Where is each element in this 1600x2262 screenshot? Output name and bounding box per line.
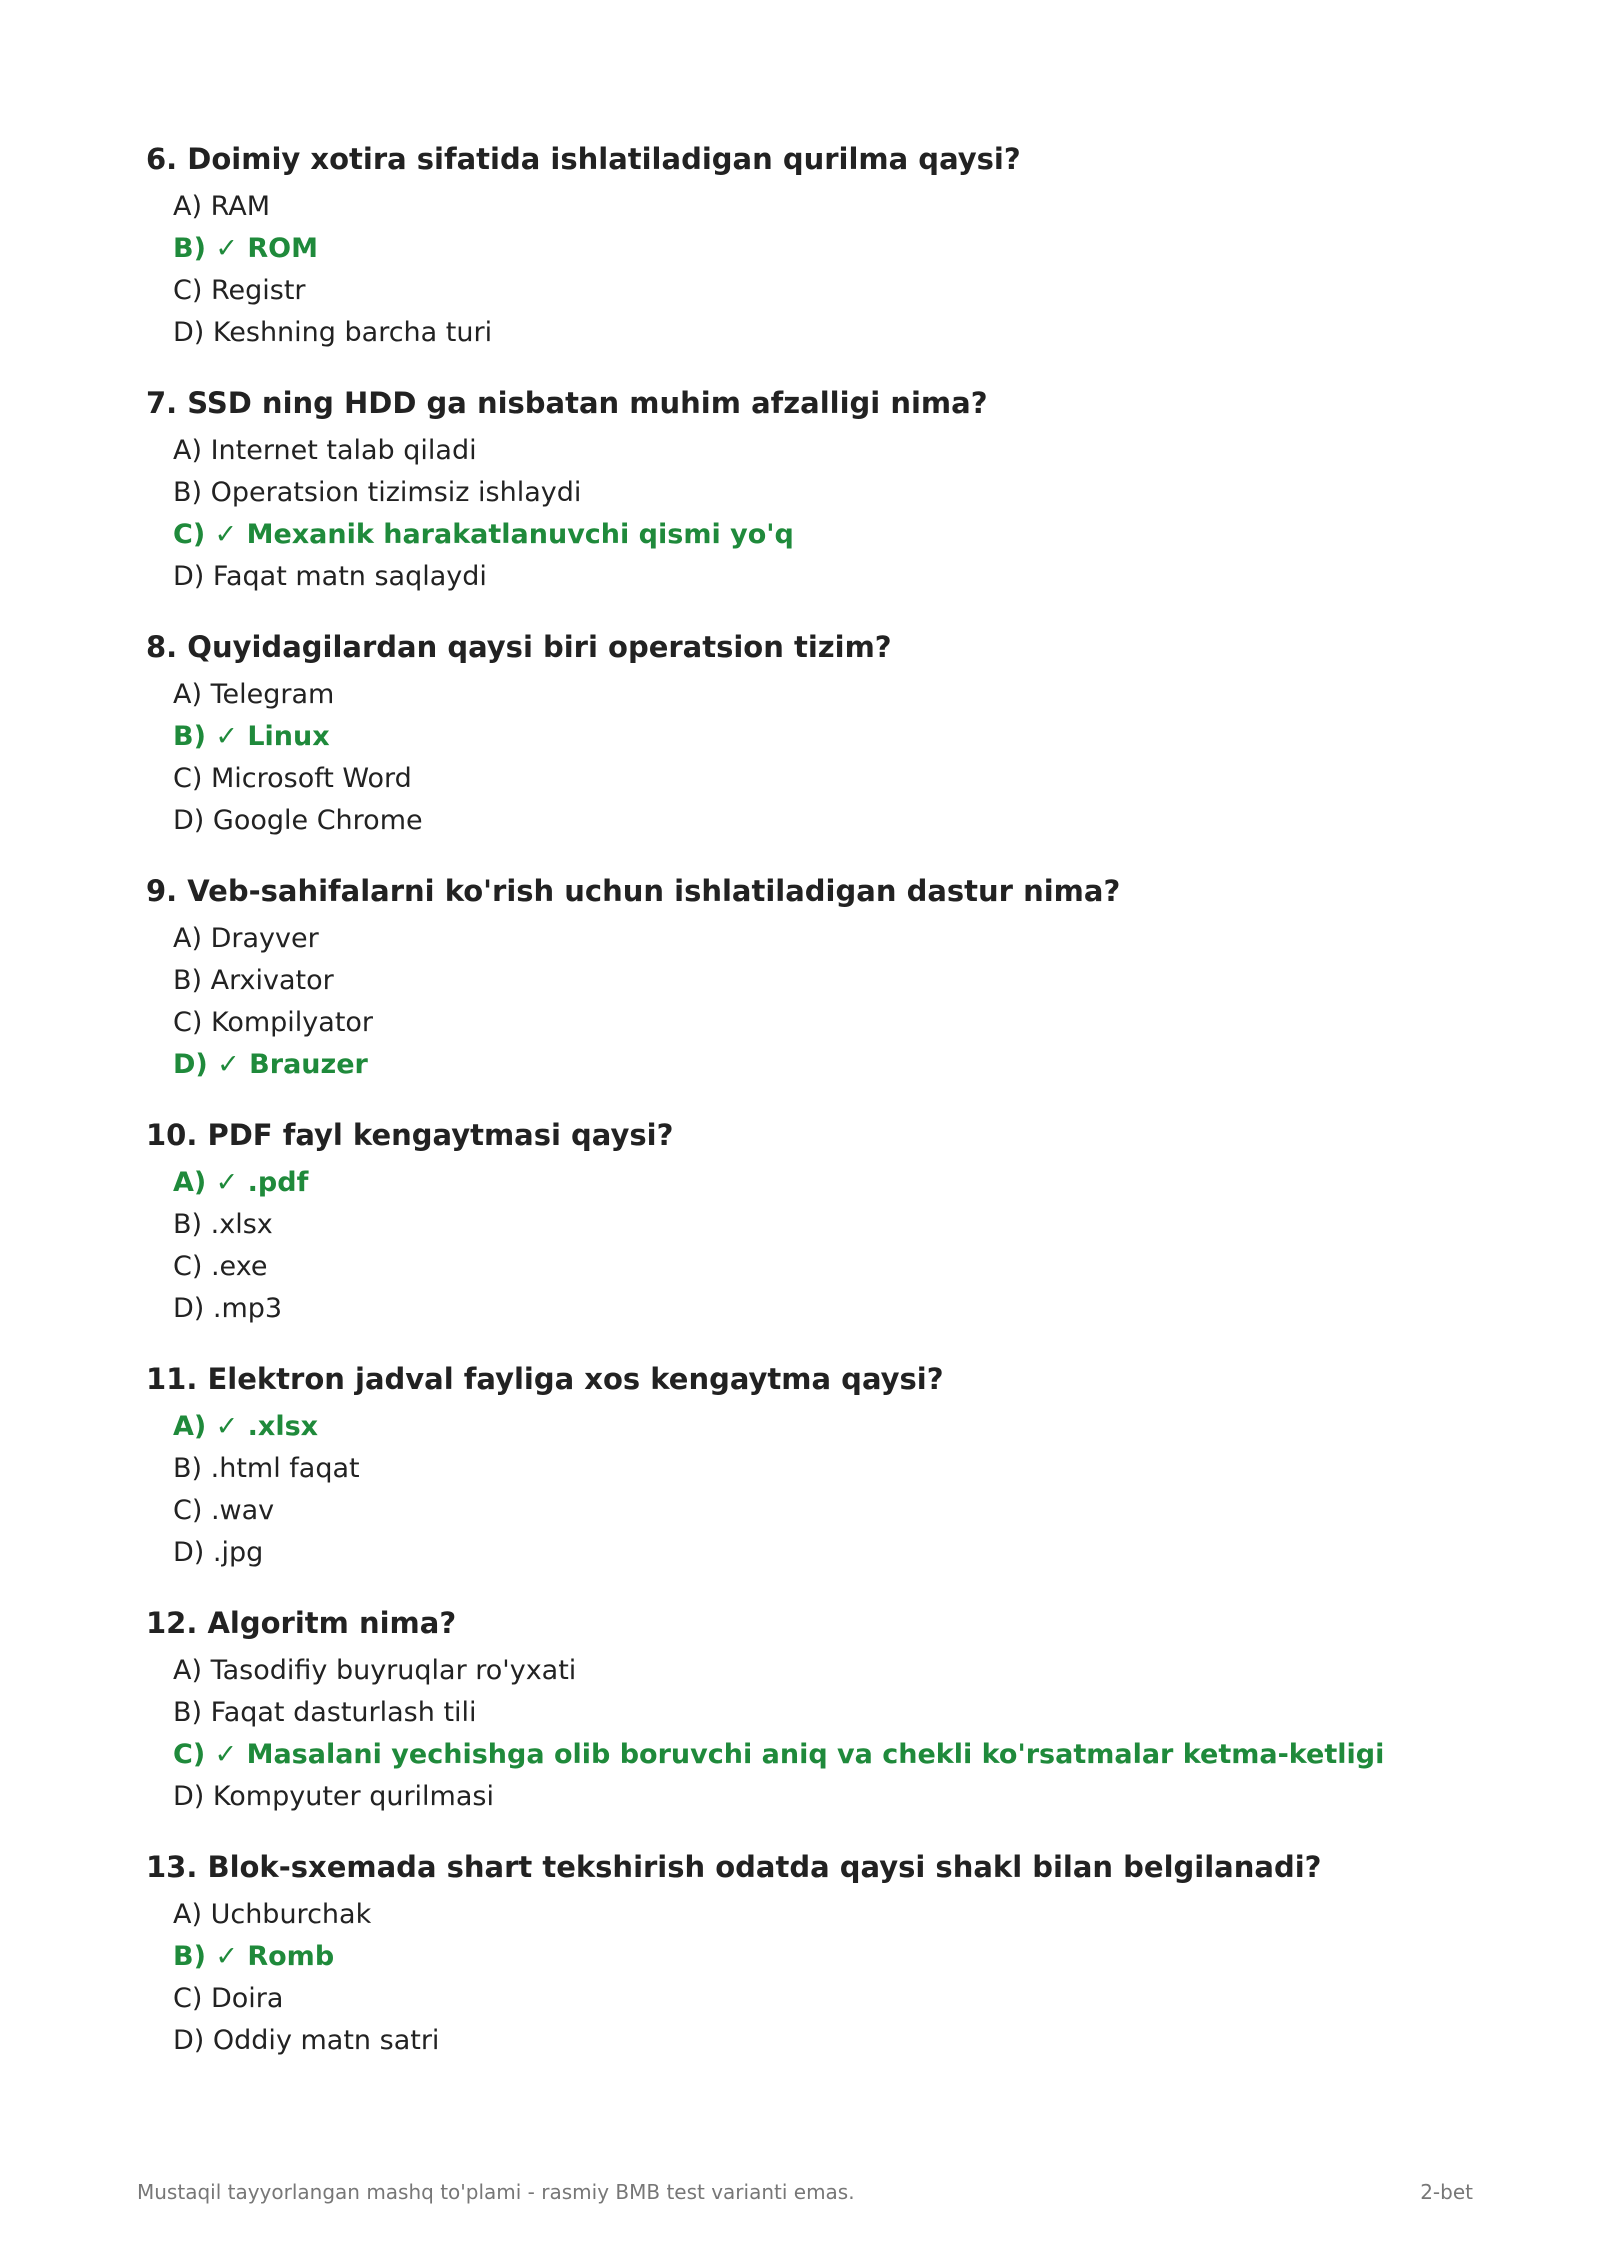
option-d: D) Faqat matn saqlaydi [173, 561, 487, 592]
question-7 [146, 384, 1486, 598]
option-b: B) Arxivator [173, 965, 334, 996]
footer-note: Mustaqil tayyorlangan mashq to'plami - rasmiy BMB test varianti emas. [137, 2180, 855, 2204]
question-title: 6. Doimiy xotira sifatida ishlatiladigan qurilma qaysi? [146, 142, 1021, 176]
question-9 [146, 872, 1486, 1086]
option-c: C) .wav [173, 1495, 275, 1526]
option-a: A) Telegram [173, 679, 335, 710]
question-title: 13. Blok-sxemada shart tekshirish odatda qaysi shakl bilan belgilanadi? [146, 1850, 1322, 1884]
options-list [146, 186, 1486, 354]
option-d: D) Keshning barcha turi [173, 317, 493, 348]
option-a-correct: A) ✓ .xlsx [173, 1411, 319, 1442]
page-number: 2-bet [1420, 2180, 1473, 2204]
option-b: B) Operatsion tizimsiz ishlaydi [173, 477, 582, 508]
option-c-correct: C) ✓ Masalani yechishga olib boruvchi aniq va chekli ko'rsatmalar ketma-ketligi [173, 1739, 1385, 1770]
options-list [146, 1406, 1486, 1574]
question-title: 10. PDF fayl kengaytmasi qaysi? [146, 1118, 674, 1152]
options-list [146, 430, 1486, 598]
question-12 [146, 1604, 1486, 1818]
option-c: C) .exe [173, 1251, 268, 1282]
option-a: A) Uchburchak [173, 1899, 372, 1930]
options-list [146, 1650, 1486, 1818]
option-a: A) RAM [173, 191, 271, 222]
question-title: 7. SSD ning HDD ga nisbatan muhim afzalligi nima? [146, 386, 988, 420]
question-title: 9. Veb-sahifalarni ko'rish uchun ishlatiladigan dastur nima? [146, 874, 1121, 908]
option-d: D) .mp3 [173, 1293, 283, 1324]
question-title: 12. Algoritm nima? [146, 1606, 457, 1640]
option-d: D) .jpg [173, 1537, 264, 1568]
question-6 [146, 140, 1486, 354]
option-d: D) Google Chrome [173, 805, 423, 836]
question-list [146, 140, 1486, 2092]
question-title: 8. Quyidagilardan qaysi biri operatsion tizim? [146, 630, 892, 664]
option-c: C) Kompilyator [173, 1007, 374, 1038]
option-b-correct: B) ✓ Romb [173, 1941, 335, 1972]
option-c: C) Doira [173, 1983, 284, 2014]
option-b: B) Faqat dasturlash tili [173, 1697, 477, 1728]
option-b: B) .html faqat [173, 1453, 360, 1484]
option-a: A) Tasodifiy buyruqlar ro'yxati [173, 1655, 577, 1686]
options-list [146, 674, 1486, 842]
option-c: C) Microsoft Word [173, 763, 412, 794]
option-c: C) Registr [173, 275, 306, 306]
question-8 [146, 628, 1486, 842]
option-b: B) .xlsx [173, 1209, 273, 1240]
question-13 [146, 1848, 1486, 2062]
options-list [146, 918, 1486, 1086]
option-b-correct: B) ✓ Linux [173, 721, 330, 752]
question-title: 11. Elektron jadval fayliga xos kengaytma qaysi? [146, 1362, 944, 1396]
options-list [146, 1894, 1486, 2062]
option-d-correct: D) ✓ Brauzer [173, 1049, 368, 1080]
option-a: A) Internet talab qiladi [173, 435, 477, 466]
option-a-correct: A) ✓ .pdf [173, 1167, 309, 1198]
option-c-correct: C) ✓ Mexanik harakatlanuvchi qismi yo'q [173, 519, 794, 550]
option-d: D) Kompyuter qurilmasi [173, 1781, 494, 1812]
option-b-correct: B) ✓ ROM [173, 233, 318, 264]
option-d: D) Oddiy matn satri [173, 2025, 440, 2056]
options-list [146, 1162, 1486, 1330]
question-10 [146, 1116, 1486, 1330]
page-footer [137, 2180, 1473, 2204]
question-11 [146, 1360, 1486, 1574]
option-a: A) Drayver [173, 923, 319, 954]
